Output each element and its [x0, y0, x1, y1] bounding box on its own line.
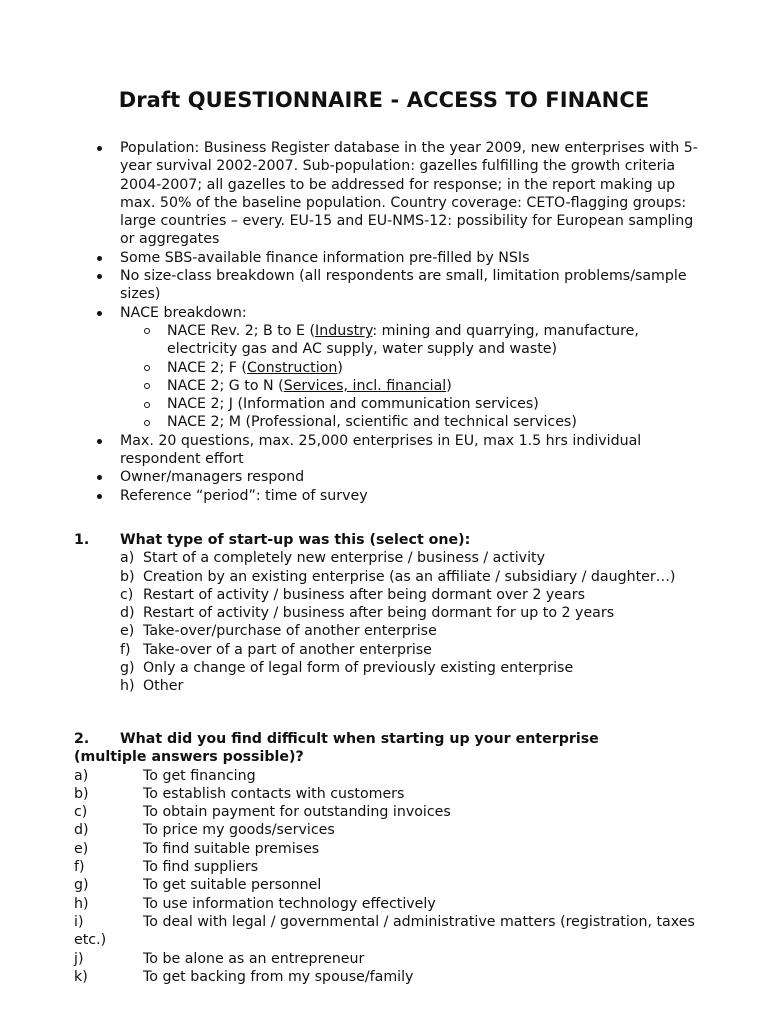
- option-text: To get financing: [143, 767, 256, 784]
- nace-item-text: NACE 2; J (Information and communication services): [167, 396, 539, 413]
- option-letter: b): [74, 785, 89, 802]
- question-2-heading: [0, 730, 674, 767]
- bullet-dot: [97, 494, 102, 499]
- nace-subitem: [0, 413, 697, 431]
- option-letter: g): [74, 877, 89, 894]
- answer-option: [0, 895, 703, 913]
- option-text: To deal with legal / governmental / administrative matters (registration, taxes etc.): [74, 913, 695, 949]
- question-number: 2.: [74, 731, 90, 747]
- bullet-dot: [97, 311, 102, 316]
- question-number: 1.: [74, 532, 90, 548]
- answer-option: [0, 659, 698, 677]
- nace-item-text: ): [337, 359, 343, 376]
- question-1-heading: [0, 531, 768, 549]
- answer-option: [0, 677, 698, 695]
- option-letter: e): [74, 840, 89, 857]
- bullet-list: [0, 139, 768, 505]
- sub-bullet-circle: [144, 402, 150, 408]
- answer-option: [0, 785, 703, 803]
- sub-bullet-circle: [144, 420, 150, 426]
- bullet-text-respond: Owner/managers respond: [120, 469, 305, 486]
- bullet-text-max-questions: Max. 20 questions, max. 25,000 enterprises in EU, max 1.5 hrs individual respondent effort: [120, 432, 642, 468]
- bullet-text-sbs: Some SBS-available finance information pre-filled by NSIs: [120, 249, 530, 266]
- option-text: To obtain payment for outstanding invoices: [143, 804, 451, 821]
- nace-subitem: [0, 377, 697, 395]
- bullet-item: [0, 487, 700, 505]
- answer-option: [0, 622, 698, 640]
- answer-option: [0, 549, 698, 567]
- nace-subitem: [0, 395, 697, 413]
- bullet-item: [0, 249, 700, 267]
- option-letter: a): [120, 550, 135, 567]
- bullet-dot: [97, 146, 102, 151]
- bullet-dot: [97, 274, 102, 279]
- option-text: Restart of activity / business after being dormant over 2 years: [143, 586, 585, 603]
- nace-subitem: [0, 322, 697, 359]
- option-letter: e): [120, 623, 135, 640]
- question-text: What type of start-up was this (select one):: [120, 532, 471, 548]
- question-1: [0, 531, 768, 696]
- option-letter: d): [74, 822, 89, 839]
- bullet-text-period: Reference “period”: time of survey: [120, 487, 368, 504]
- nace-item-text: NACE Rev. 2; B to E (: [167, 322, 316, 339]
- option-text: Restart of activity / business after being dormant for up to 2 years: [143, 605, 615, 622]
- answer-option: [0, 641, 698, 659]
- option-text: To establish contacts with customers: [143, 785, 405, 802]
- option-letter: d): [120, 605, 135, 622]
- option-text: To find suppliers: [143, 859, 259, 876]
- option-text: Only a change of legal form of previously existing enterprise: [143, 660, 574, 677]
- bullet-item: [0, 468, 700, 486]
- option-text: To find suitable premises: [143, 840, 320, 857]
- answer-option: [0, 821, 703, 839]
- answer-option: [0, 803, 703, 821]
- document-title: Draft QUESTIONNAIRE - ACCESS TO FINANCE: [118, 88, 650, 112]
- sub-bullet-circle: [144, 328, 150, 334]
- nace-item-text: NACE 2; M (Professional, scientific and technical services): [167, 414, 577, 431]
- bullet-item: [0, 432, 700, 469]
- answer-option: [0, 568, 698, 586]
- option-text: To use information technology effectively: [143, 895, 436, 912]
- sub-bullet-circle: [144, 365, 150, 371]
- option-text: Start of a completely new enterprise / business / activity: [143, 550, 545, 567]
- answer-option: i) To deal with legal / governmental / administrative matters (registration, taxes etc.): [74, 913, 695, 949]
- answer-option: [0, 840, 703, 858]
- sub-bullet-circle: [144, 383, 150, 389]
- option-letter: f): [120, 641, 131, 658]
- nace-item-text: NACE 2; G to N (: [167, 377, 284, 394]
- bullet-item: [0, 304, 700, 322]
- bullet-dot: [97, 475, 102, 480]
- answer-option: [0, 968, 703, 986]
- bullet-text-population: Population: Business Register database in the year 2009, new enterprises with 5-year survival 2002-2007. Sub-population: gazelles fulfilling the growth criteria 2004-2007; all gazelles to be addressed for response; in the report making up max. 50% of the baseline population. Country coverage: CETO-flagging groups: large countries – every. EU-15 and EU-NMS-12: possibility for European sampling or aggregates: [120, 140, 698, 248]
- question-2: [0, 730, 768, 986]
- option-text: To be alone as an entrepreneur: [143, 950, 365, 967]
- option-text: Other: [143, 678, 184, 695]
- answer-option: [0, 858, 703, 876]
- option-text: To get suitable personnel: [143, 877, 322, 894]
- bullet-item: [0, 267, 700, 304]
- bullet-text-size-class: No size-class breakdown (all respondents are small, limitation problems/sample sizes): [120, 268, 687, 303]
- option-text: To get backing from my spouse/family: [143, 968, 414, 985]
- option-letter: b): [120, 568, 135, 585]
- nace-item-text: NACE 2; F (: [167, 359, 247, 376]
- nace-item-text: ): [446, 377, 452, 394]
- option-text: Take-over of a part of another enterprise: [143, 641, 432, 658]
- option-letter: c): [120, 586, 134, 603]
- bullet-dot: [97, 256, 102, 261]
- option-text: To price my goods/services: [143, 822, 335, 839]
- nace-item-underlined: Industry: [315, 322, 373, 339]
- answer-option: [0, 950, 703, 968]
- option-letter: g): [120, 660, 135, 677]
- answer-option: [0, 767, 703, 785]
- option-letter: f): [74, 859, 85, 876]
- option-letter: h): [120, 678, 135, 695]
- nace-item-underlined: Services, incl. financial: [283, 377, 447, 394]
- bullet-item: [0, 139, 700, 249]
- bullet-dot: [97, 439, 102, 444]
- nace-item-text: : mining and quarrying, manufacture, electricity gas and AC supply, water supply and waste): [167, 322, 639, 358]
- question-text: What did you find difficult when starting up your enterprise (multiple answers possible)?: [74, 731, 599, 766]
- option-text: Take-over/purchase of another enterprise: [143, 623, 437, 640]
- answer-option: [0, 876, 703, 894]
- option-letter: h): [74, 895, 89, 912]
- option-letter: a): [74, 767, 89, 784]
- answer-option: [0, 586, 698, 604]
- option-text: Creation by an existing enterprise (as an affiliate / subsidiary / daughter…): [143, 568, 676, 585]
- answer-option: [0, 604, 698, 622]
- bullet-text-nace: NACE breakdown:: [120, 304, 247, 321]
- option-letter: j): [74, 950, 84, 967]
- option-letter: c): [74, 804, 88, 821]
- nace-item-underlined: Construction: [246, 359, 338, 376]
- nace-subitem: [0, 359, 697, 377]
- option-letter: k): [74, 968, 88, 985]
